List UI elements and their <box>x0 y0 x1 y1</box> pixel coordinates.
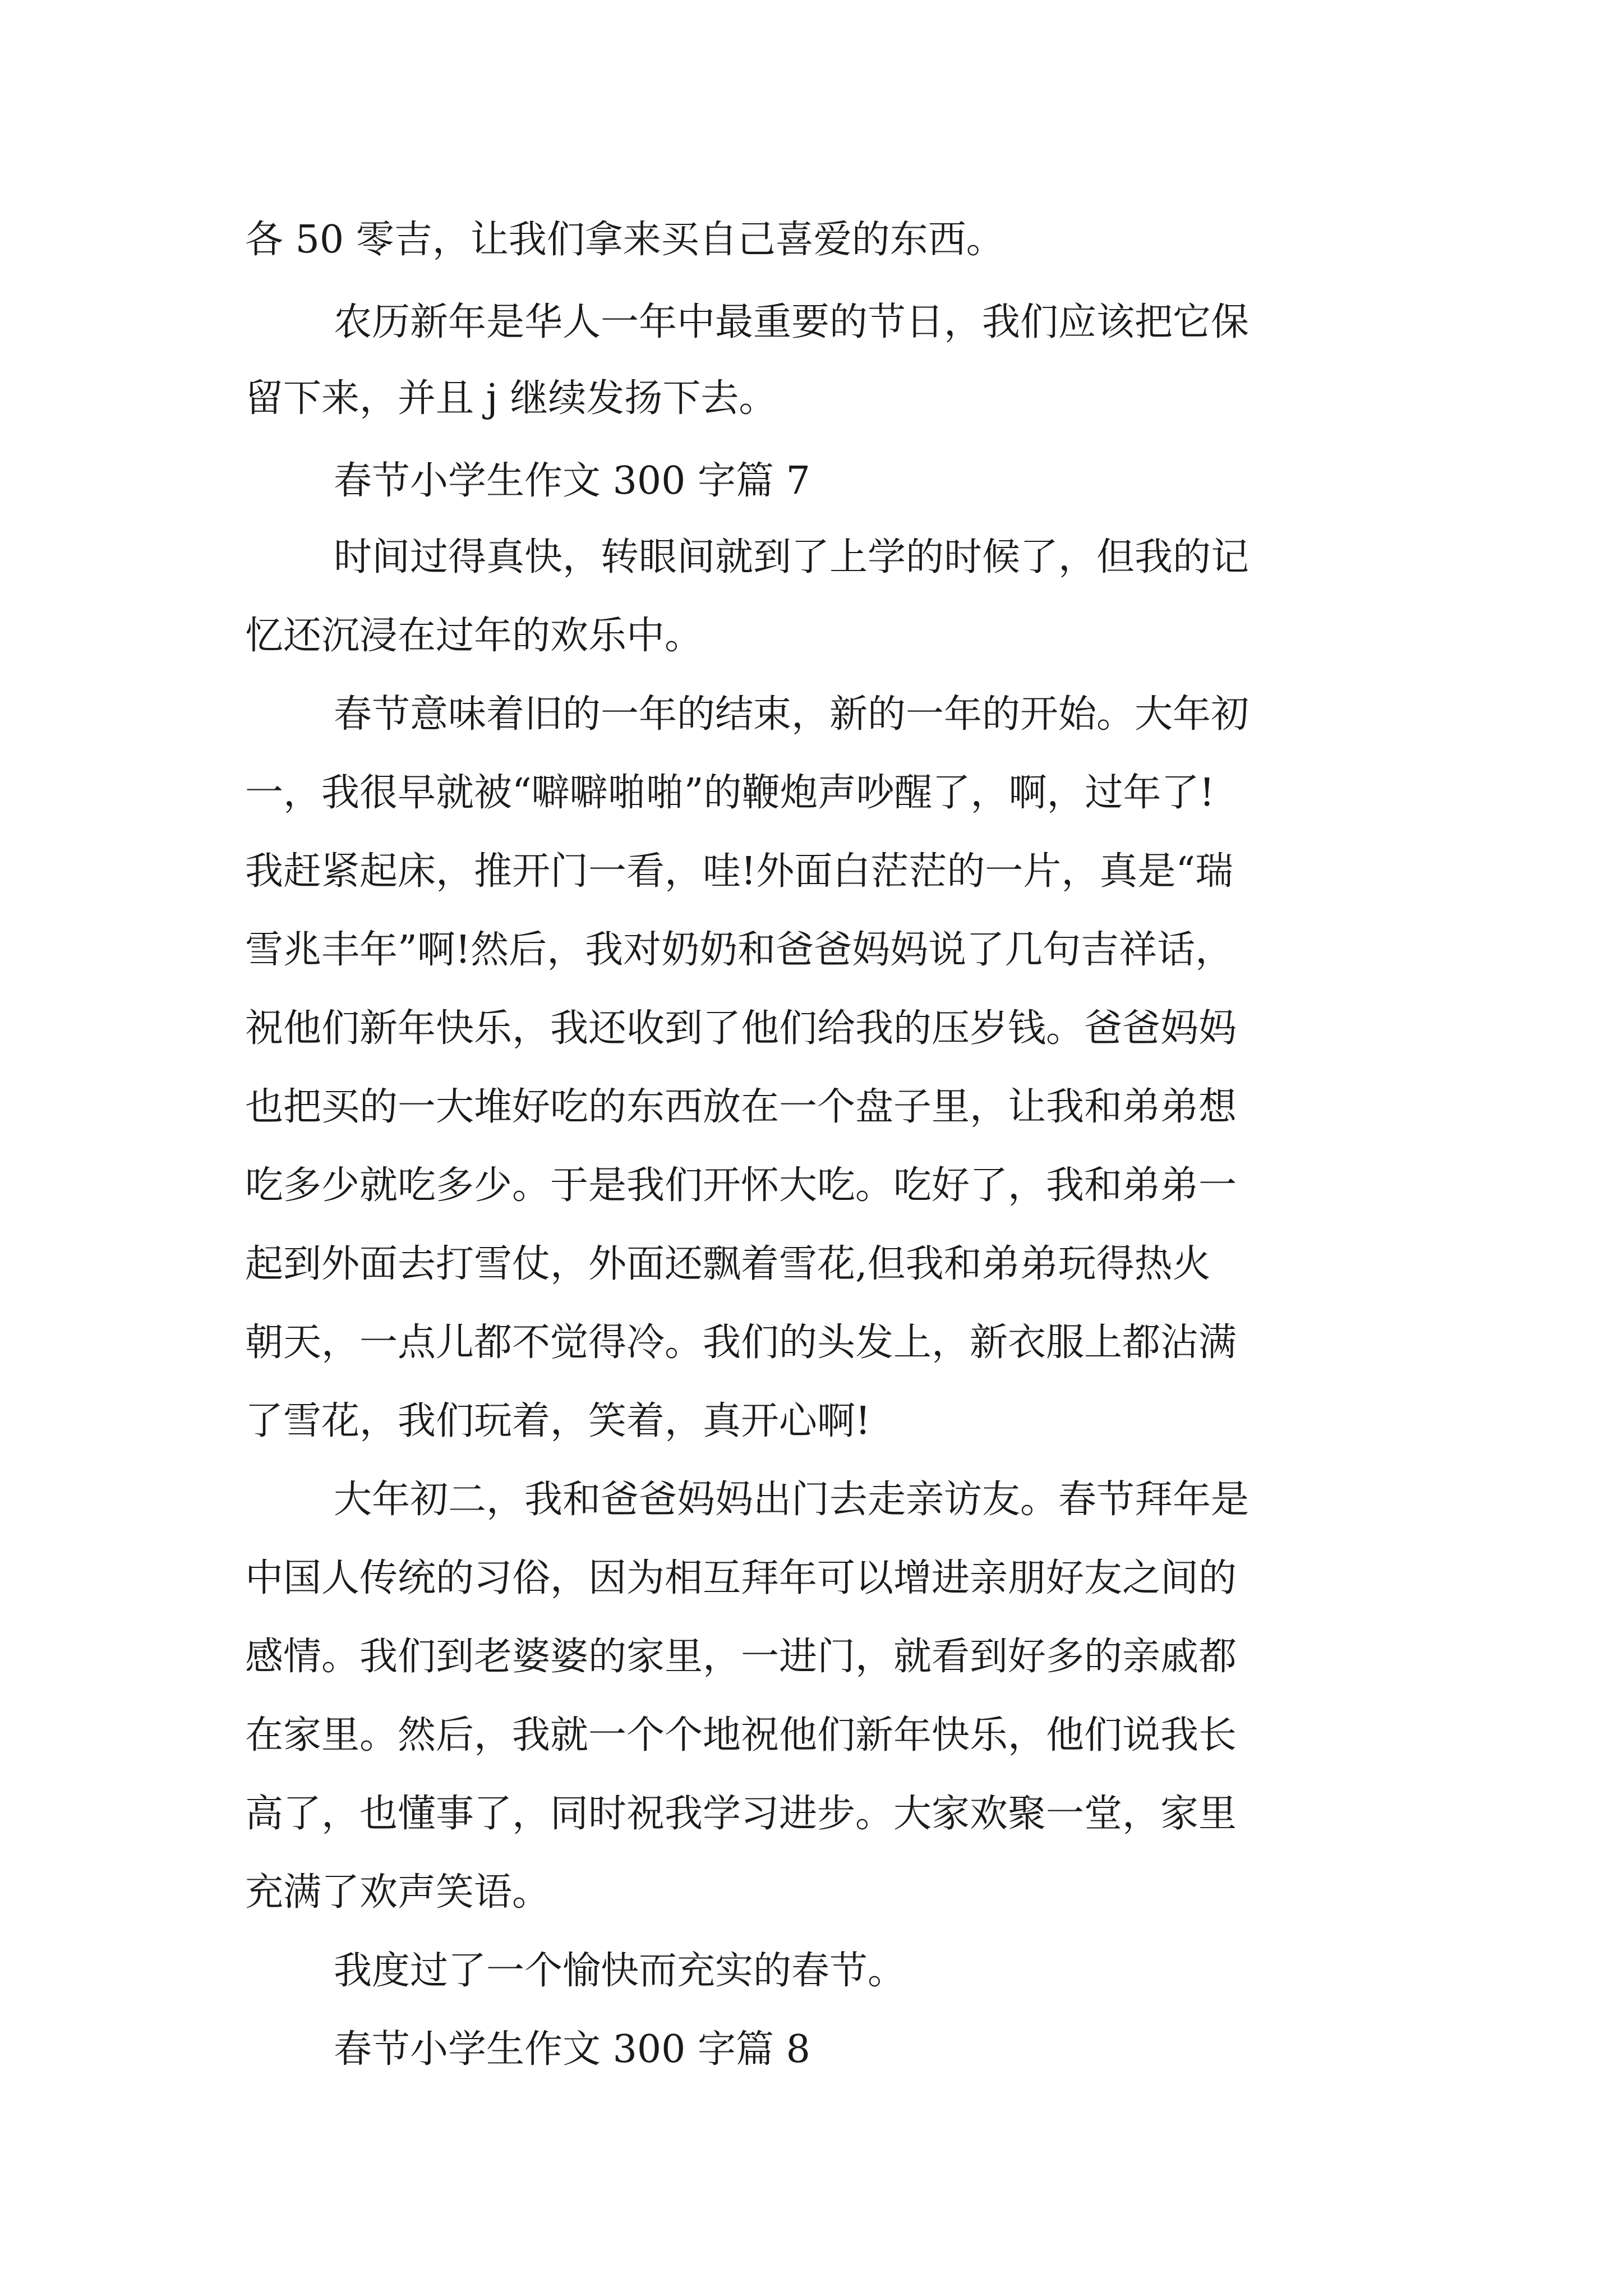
text-line <box>0 1539 1623 1618</box>
text-line <box>0 597 1623 675</box>
text-line <box>0 1775 1623 1853</box>
line-text: 我赶紧起床，推开门一看，哇!外面白茫茫的一片，真是“瑞 <box>245 849 1234 894</box>
text-line <box>0 1696 1623 1775</box>
text-line <box>0 675 1623 754</box>
line-text: 充满了欢声笑语。 <box>245 1870 551 1915</box>
text-line <box>0 201 1623 279</box>
text-line <box>0 990 1623 1068</box>
text-line <box>0 1382 1623 1461</box>
text-line <box>0 1932 1623 2010</box>
line-text: 在家里。然后，我就一个个地祝他们新年快乐，他们说我长 <box>245 1713 1237 1757</box>
text-line <box>0 754 1623 832</box>
line-text: 时间过得真快，转眼间就到了上学的时候了，但我的记 <box>334 535 1249 579</box>
section-heading <box>0 442 1623 521</box>
text-line <box>0 911 1623 990</box>
text-line <box>0 1853 1623 1932</box>
line-text: 我度过了一个愉快而充实的春节。 <box>334 1949 906 1993</box>
line-text: 朝天，一点儿都不觉得冷。我们的头发上，新衣服上都沾满 <box>245 1320 1237 1365</box>
text-line <box>0 1461 1623 1539</box>
line-text: 雪兆丰年”啊!然后，我对奶奶和爸爸妈妈说了几句吉祥话， <box>245 928 1234 972</box>
line-text: 留下来，并且 j 继续发扬下去。 <box>245 376 777 421</box>
text-line <box>0 1147 1623 1225</box>
line-text: 了雪花，我们玩着，笑着，真开心啊! <box>245 1399 871 1443</box>
line-text: 祝他们新年快乐，我还收到了他们给我的压岁钱。爸爸妈妈 <box>245 1006 1237 1051</box>
line-text: 吃多少就吃多少。于是我们开怀大吃。吃好了，我和弟弟一 <box>245 1163 1237 1208</box>
line-text: 忆还沉浸在过年的欢乐中。 <box>245 614 703 658</box>
line-text: 高了，也懂事了，同时祝我学习进步。大家欢聚一堂，家里 <box>245 1792 1237 1836</box>
line-text: 感情。我们到老婆婆的家里，一进门，就看到好多的亲戚都 <box>245 1635 1237 1679</box>
text-line <box>0 360 1623 438</box>
line-text: 各 50 零吉，让我们拿来买自己喜爱的东西。 <box>245 218 1004 262</box>
line-text: 一，我很早就被“噼噼啪啪”的鞭炮声吵醒了，啊，过年了! <box>245 771 1215 815</box>
heading-text: 春节小学生作文 300 字篇 7 <box>334 459 810 503</box>
text-line <box>0 1068 1623 1147</box>
line-text: 大年初二，我和爸爸妈妈出门去走亲访友。春节拜年是 <box>334 1478 1249 1522</box>
line-text: 起到外面去打雪仗，外面还飘着雪花,但我和弟弟玩得热火 <box>245 1242 1211 1286</box>
text-line <box>0 1304 1623 1382</box>
text-line <box>0 832 1623 911</box>
line-text: 也把买的一大堆好吃的东西放在一个盘子里，让我和弟弟想 <box>245 1085 1237 1129</box>
section-heading <box>0 2010 1623 2089</box>
text-line <box>0 518 1623 597</box>
line-text: 春节意味着旧的一年的结束，新的一年的开始。大年初 <box>334 692 1249 737</box>
line-text: 中国人传统的习俗，因为相互拜年可以增进亲朋好友之间的 <box>245 1556 1237 1600</box>
text-line <box>0 1225 1623 1304</box>
text-line <box>0 283 1623 362</box>
heading-text: 春节小学生作文 300 字篇 8 <box>334 2027 810 2072</box>
text-line <box>0 1618 1623 1696</box>
line-text: 农历新年是华人一年中最重要的节日，我们应该把它保 <box>334 300 1249 344</box>
